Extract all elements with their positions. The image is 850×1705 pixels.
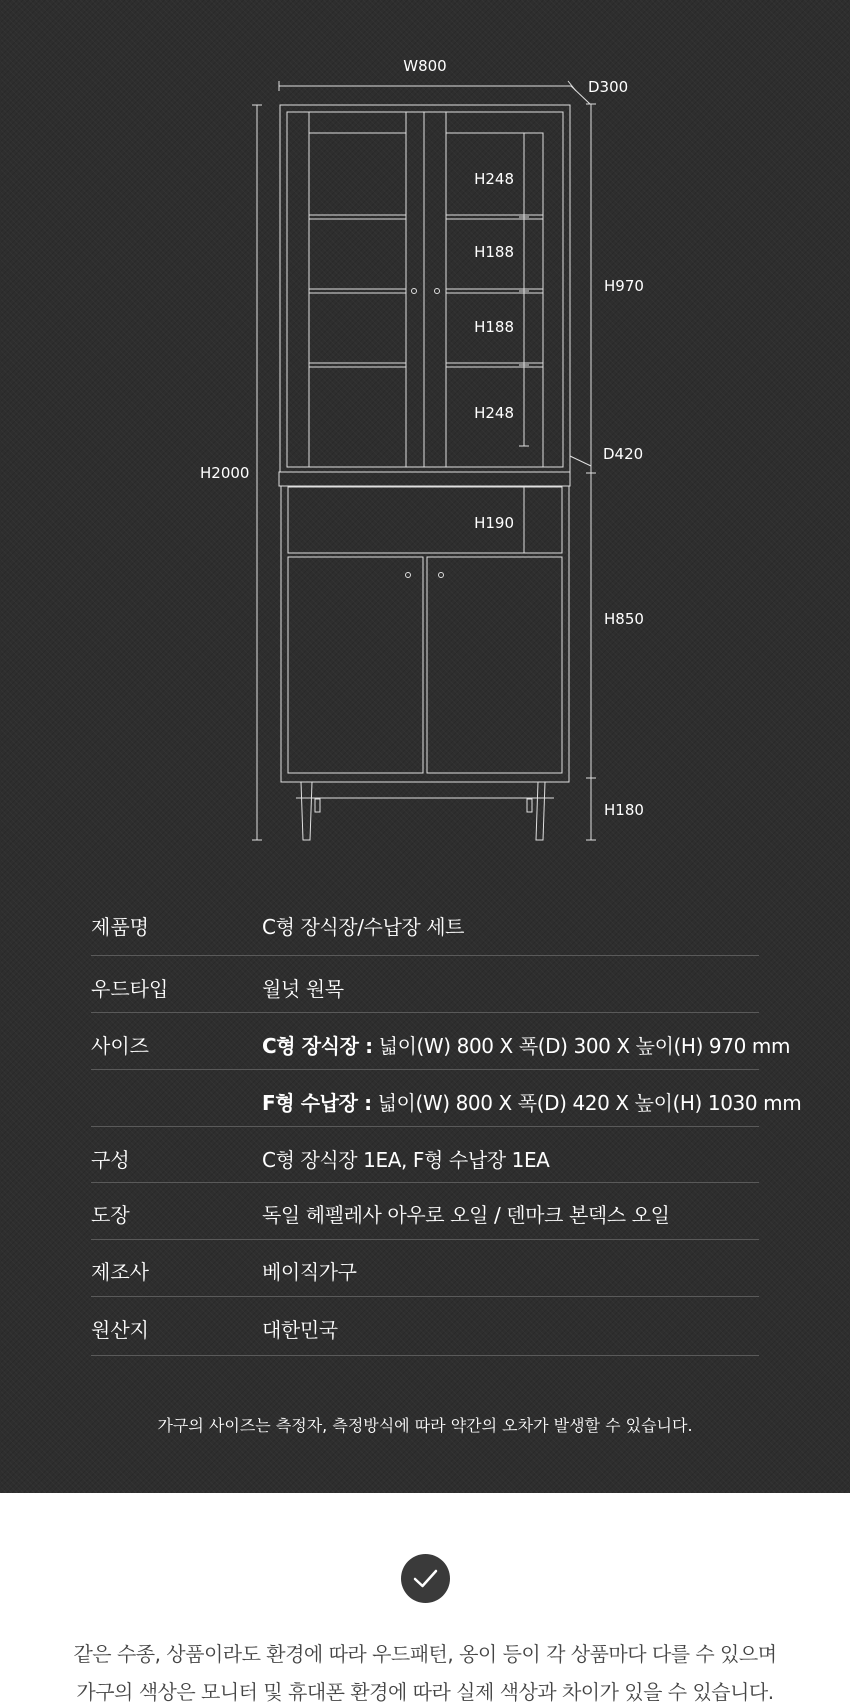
dim-shelf-1: H248 [474, 170, 514, 188]
color-notice-line-1: 같은 수종, 상품이라도 환경에 따라 우드패턴, 옹이 등이 각 상품마다 다를 수 있으며 [73, 1642, 777, 1666]
spec-label: 제조사 [91, 1260, 149, 1284]
base-cabinet-top [279, 472, 570, 486]
size-item-value: 넓이(W) 800 X 폭(D) 420 X 높이(H) 1030 mm [371, 1091, 802, 1115]
check-icon [401, 1554, 450, 1603]
dim-bottom-height: H850 [604, 610, 644, 628]
spec-value: C형 장식장 1EA, F형 수납장 1EA [262, 1148, 550, 1172]
dim-total-height: H2000 [200, 464, 250, 482]
dim-depth-bottom: D420 [603, 445, 644, 463]
spec-value: 독일 헤펠레사 아우로 오일 / 덴마크 본덱스 오일 [262, 1203, 670, 1227]
spec-label: 제품명 [91, 915, 149, 939]
color-notice-line-2: 가구의 색상은 모니터 및 휴대폰 환경에 따라 실제 색상과 차이가 있을 수 있습니다. [76, 1680, 774, 1704]
dim-depth-top: D300 [588, 78, 629, 96]
spec-row-product-name [91, 898, 759, 956]
spec-row-origin [91, 1297, 759, 1356]
spec-value: 대한민국 [262, 1318, 338, 1342]
size-item-name: C형 장식장 : [262, 1034, 373, 1058]
spec-value: 베이직가구 [262, 1260, 357, 1284]
dim-shelf-3: H188 [474, 318, 514, 336]
spec-value [262, 1030, 790, 1059]
spec-label: 원산지 [91, 1318, 149, 1342]
spec-label: 구성 [91, 1148, 130, 1172]
dim-drawer: H190 [474, 514, 514, 532]
size-notice: 가구의 사이즈는 측정자, 측정방식에 따라 약간의 오차가 발생할 수 있습니다. [157, 1416, 693, 1435]
spec-label: 우드타입 [91, 977, 169, 1001]
base-cabinet-frame [281, 486, 569, 782]
size-item-value: 넓이(W) 800 X 폭(D) 300 X 높이(H) 970 mm [372, 1034, 791, 1058]
spec-row-composition [91, 1127, 759, 1183]
dim-width: W800 [403, 57, 447, 75]
spec-label: 도장 [91, 1203, 130, 1227]
spec-value [262, 1087, 801, 1116]
dim-shelf-2: H188 [474, 243, 514, 261]
dim-top-height: H970 [604, 277, 644, 295]
spec-row-size-2 [91, 1070, 802, 1127]
spec-row-maker [91, 1240, 759, 1297]
spec-table [91, 898, 802, 1356]
dim-leg-height: H180 [604, 801, 644, 819]
dim-shelf-4: H248 [474, 404, 514, 422]
size-item-name: F형 수납장 : [262, 1091, 372, 1115]
spec-label: 사이즈 [91, 1034, 149, 1058]
spec-row-paint [91, 1183, 759, 1240]
spec-row-wood-type [91, 956, 759, 1013]
spec-row-size [91, 1013, 791, 1070]
spec-value: C형 장식장/수납장 세트 [262, 915, 465, 939]
spec-value: 월넛 원목 [262, 977, 344, 1001]
